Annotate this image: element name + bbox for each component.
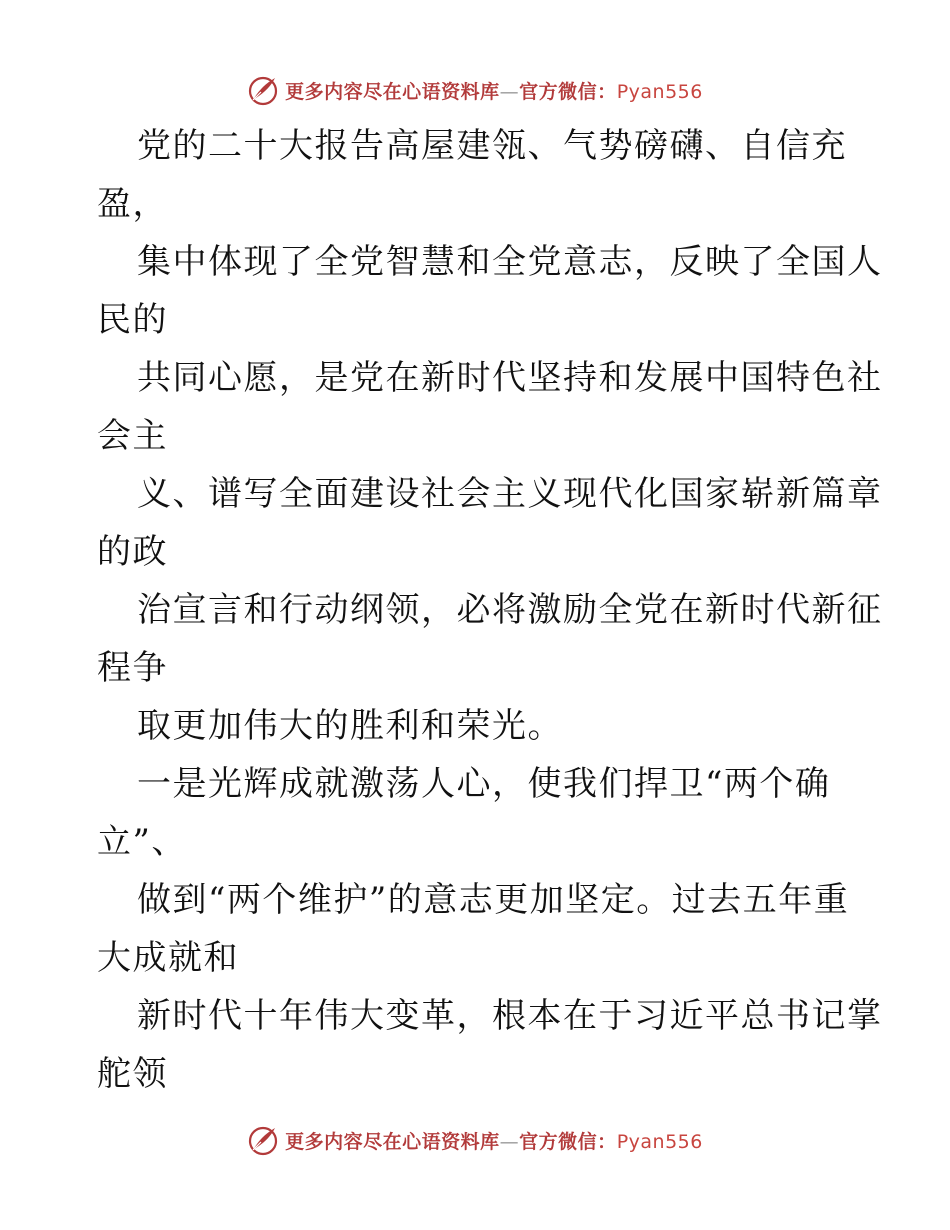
text-line: 立”、 [97,822,187,862]
text-line: 民的 [97,300,168,340]
footer-site-text: 更多内容尽在心语资料库 [285,1130,500,1153]
text-line: 大成就和 [97,938,239,978]
text-line: 舵领 [97,1054,168,1094]
text-line: 新时代十年伟大变革，根本在于习近平总书记掌 [137,996,883,1036]
text-line: 会主 [97,416,168,456]
footer-watermark-banner [0,1120,950,1160]
footer-wechat-label: 官方微信： [519,1130,617,1153]
header-wechat-id: Pyan556 [616,80,703,103]
text-line: 党的二十大报告高屋建瓴、气势磅礴、自信充 [137,126,847,166]
text-line: 程争 [97,648,168,688]
footer-banner-text [285,1127,703,1154]
text-line: 的政 [97,532,168,572]
text-line: 盈， [97,184,168,224]
text-line: 治宣言和行动纲领，必将激励全党在新时代新征 [137,590,883,630]
header-watermark-banner [0,70,950,110]
text-line: 集中体现了全党智慧和全党意志，反映了全国人 [137,242,883,282]
footer-wechat-id: Pyan556 [616,1130,703,1153]
header-banner-text [285,77,703,104]
header-wechat-label: 官方微信： [519,80,617,103]
document-body [97,117,883,1103]
text-line: 做到“两个维护”的意志更加坚定。过去五年重 [137,880,850,920]
header-dash: — [499,80,520,103]
footer-dash: — [499,1130,520,1153]
text-line: 共同心愿，是党在新时代坚持和发展中国特色社 [137,358,883,398]
feather-quill-logo-icon [247,74,279,106]
text-line: 取更加伟大的胜利和荣光。 [137,706,563,746]
text-line: 义、谱写全面建设社会主义现代化国家崭新篇章 [137,474,883,514]
header-site-text: 更多内容尽在心语资料库 [285,80,500,103]
feather-quill-logo-icon [247,1124,279,1156]
text-line: 一是光辉成就激荡人心，使我们捍卫“两个确 [137,764,831,804]
